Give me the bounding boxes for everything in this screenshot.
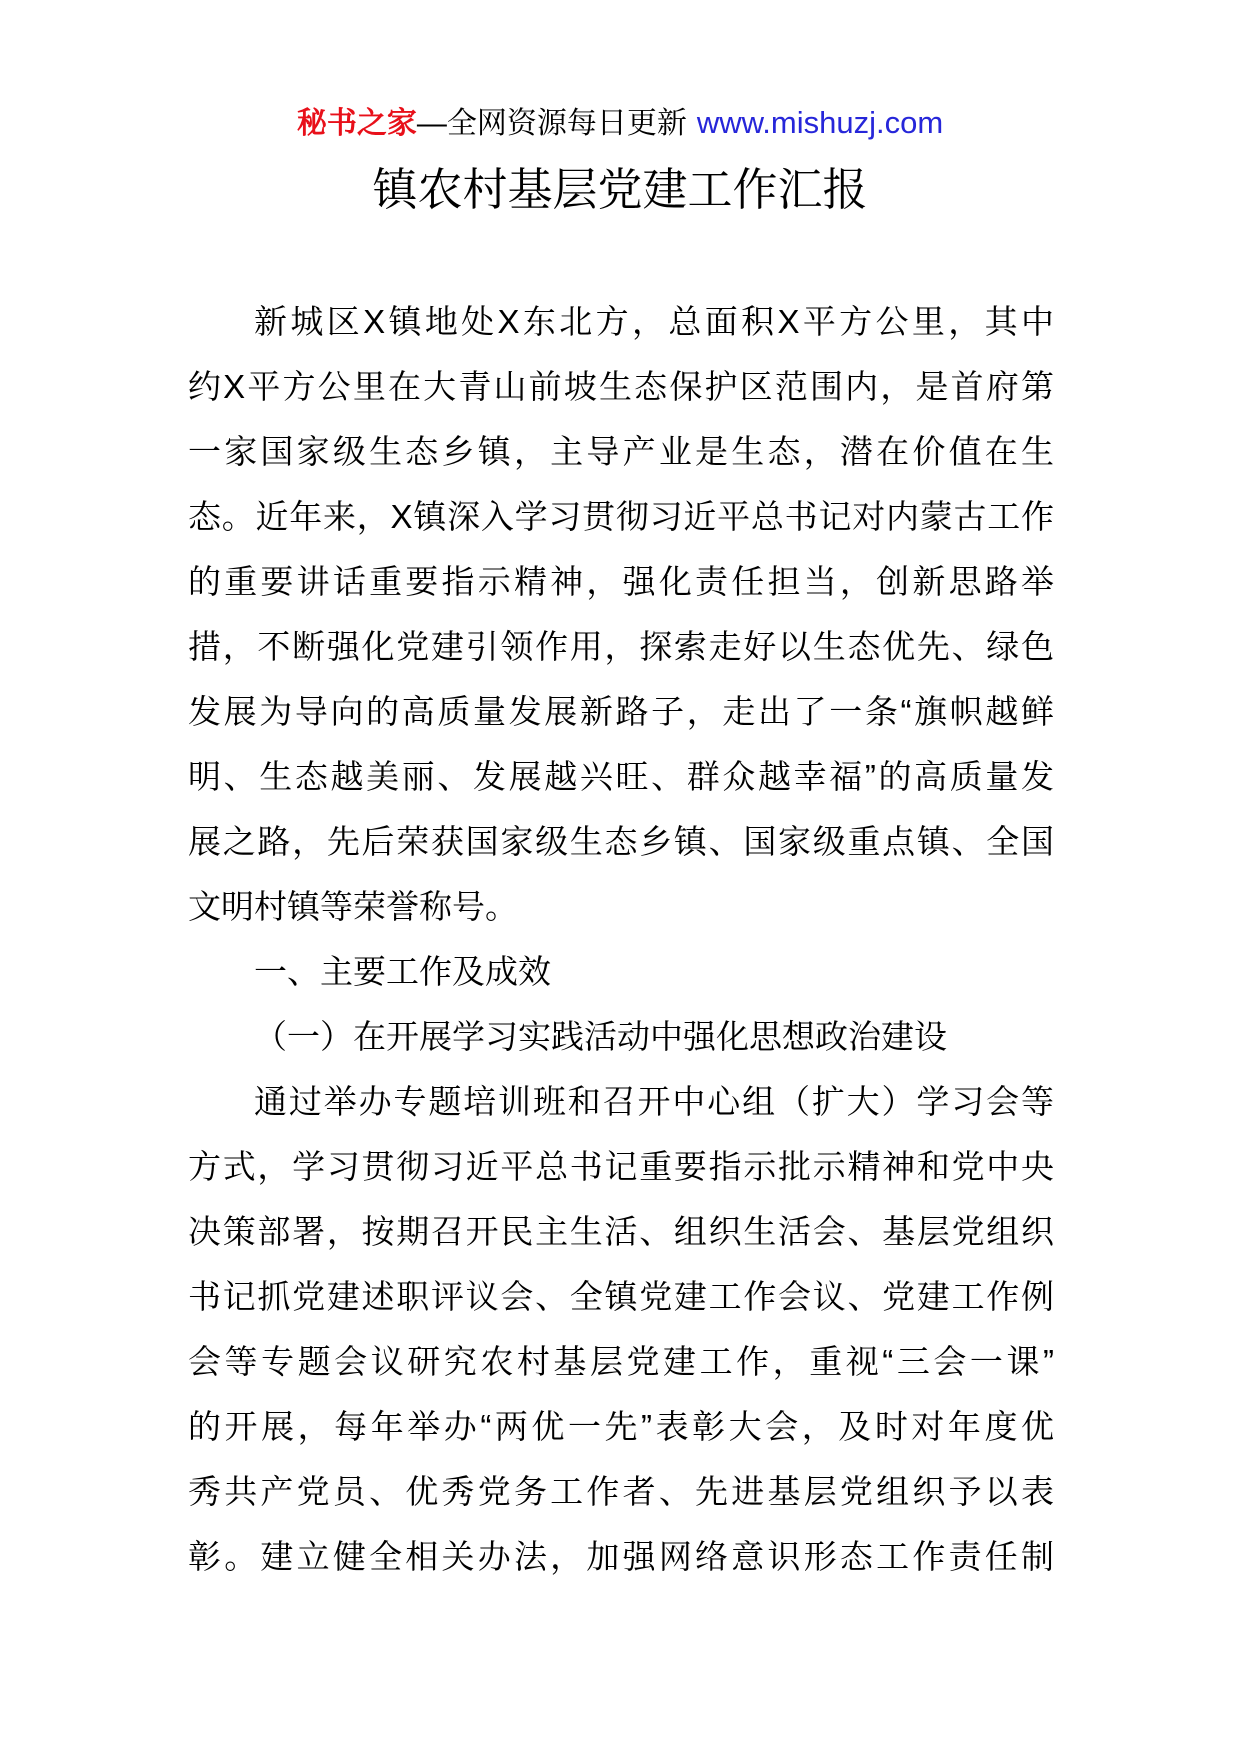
paragraph-line: 方式，学习贯彻习近平总书记重要指示批示精神和党中央 [188, 1148, 1054, 1185]
document-body [188, 289, 1054, 1589]
paragraph-line: 新城区X镇地处X东北方，总面积X平方公里，其中 [254, 303, 1054, 340]
paragraph-line: 的重要讲话重要指示精神，强化责任担当，创新思路举 [188, 563, 1054, 600]
paragraph-line: 展之路，先后荣获国家级生态乡镇、国家级重点镇、全国 [188, 823, 1054, 860]
section-subheading: （一）在开展学习实践活动中强化思想政治建设 [254, 1018, 947, 1055]
site-banner [0, 101, 1240, 146]
paragraph-intro [188, 289, 1054, 939]
paragraph-line: 一家国家级生态乡镇，主导产业是生态，潜在价值在生 [188, 433, 1054, 470]
brand-name: 秘书之家 [296, 107, 417, 140]
paragraph-line: 会等专题会议研究农村基层党建工作，重视“三会一课” [188, 1343, 1054, 1380]
paragraph-line: 约X平方公里在大青山前坡生态保护区范围内，是首府第 [188, 368, 1054, 405]
site-url: www.mishuzj.com [696, 105, 944, 140]
paragraph-line: 通过举办专题培训班和召开中心组（扩大）学习会等 [254, 1083, 1054, 1120]
paragraph-line: 的开展，每年举办“两优一先”表彰大会，及时对年度优 [188, 1408, 1054, 1445]
paragraph-line: 秀共产党员、优秀党务工作者、先进基层党组织予以表 [188, 1473, 1054, 1510]
paragraph-line: 明、生态越美丽、发展越兴旺、群众越幸福”的高质量发 [188, 758, 1054, 795]
paragraph-line: 书记抓党建述职评议会、全镇党建工作会议、党建工作例 [188, 1278, 1054, 1315]
paragraph-line: 态。近年来，X镇深入学习贯彻习近平总书记对内蒙古工作 [188, 498, 1054, 535]
paragraph-study-practice [188, 1069, 1054, 1589]
paragraph-line: 彰。建立健全相关办法，加强网络意识形态工作责任制 [188, 1538, 1054, 1575]
paragraph-line: 决策部署，按期召开民主生活、组织生活会、基层党组织 [188, 1213, 1054, 1250]
banner-tagline: —全网资源每日更新 [416, 107, 687, 140]
paragraph-line: 发展为导向的高质量发展新路子，走出了一条“旗帜越鲜 [188, 693, 1054, 730]
document-title: 镇农村基层党建工作汇报 [372, 164, 868, 215]
paragraph-line: 措，不断强化党建引领作用，探索走好以生态优先、绿色 [188, 628, 1054, 665]
section-heading: 一、主要工作及成效 [254, 953, 551, 990]
paragraph-line: 文明村镇等荣誉称号。 [188, 888, 518, 925]
